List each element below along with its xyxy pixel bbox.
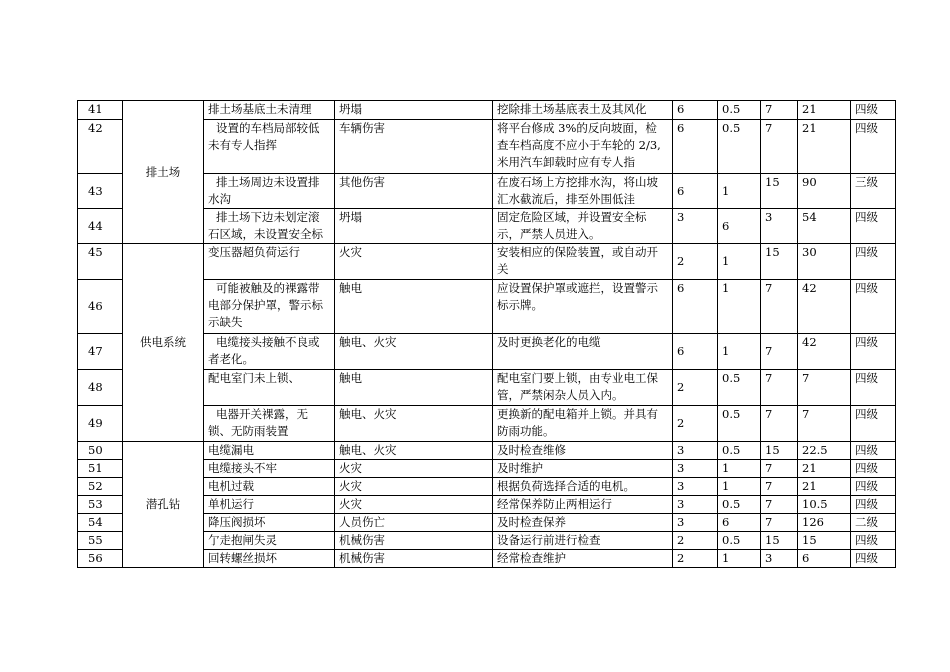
- area-cell: 供电系统: [123, 244, 204, 442]
- row-number: 47: [78, 334, 123, 370]
- accident-cell: 触电: [335, 280, 493, 334]
- accident-cell: 车辆伤害: [335, 120, 493, 174]
- accident-cell: 触电、火灾: [335, 334, 493, 370]
- c-value: 7: [761, 101, 798, 120]
- row-number: 44: [78, 209, 123, 244]
- measure-cell: 及时检查保养: [493, 514, 673, 532]
- measure-cell: 根据负荷选择合适的电机。: [493, 478, 673, 496]
- risk-level: 四级: [851, 101, 896, 120]
- accident-cell: 火灾: [335, 478, 493, 496]
- hazard-cell: 降压阀损坏: [204, 514, 335, 532]
- row-number: 56: [78, 550, 123, 568]
- c-value: 7: [761, 280, 798, 334]
- c-value: 7: [761, 460, 798, 478]
- c-value: 15: [761, 244, 798, 280]
- e-value: 0.5: [718, 532, 761, 550]
- row-number: 54: [78, 514, 123, 532]
- d-value: 42: [798, 334, 851, 370]
- measure-cell: 挖除排土场基底表土及其风化: [493, 101, 673, 120]
- d-value: 90: [798, 174, 851, 209]
- hazard-cell: 电缆漏电: [204, 442, 335, 460]
- row-number: 51: [78, 460, 123, 478]
- measure-cell: 设备运行前进行检查: [493, 532, 673, 550]
- accident-cell: 人员伤亡: [335, 514, 493, 532]
- e-value: 1: [718, 478, 761, 496]
- row-number: 49: [78, 406, 123, 442]
- l-value: 6: [673, 174, 718, 209]
- d-value: 21: [798, 101, 851, 120]
- measure-cell: 固定危险区域，并设置安全标示，严禁人员进入。: [493, 209, 673, 244]
- accident-cell: 坍塌: [335, 209, 493, 244]
- c-value: 7: [761, 406, 798, 442]
- l-value: 3: [673, 496, 718, 514]
- hazard-cell: 电器开关裸露，无锁、无防雨装置: [204, 406, 335, 442]
- measure-cell: 应设置保护罩或遮拦，设置警示标示牌。: [493, 280, 673, 334]
- e-value: 0.5: [718, 406, 761, 442]
- d-value: 10.5: [798, 496, 851, 514]
- risk-level: 三级: [851, 174, 896, 209]
- risk-level: 四级: [851, 370, 896, 406]
- c-value: 3: [761, 209, 798, 244]
- l-value: 6: [673, 120, 718, 174]
- l-value: 2: [673, 550, 718, 568]
- e-value: 1: [718, 244, 761, 280]
- d-value: 42: [798, 280, 851, 334]
- accident-cell: 触电、火灾: [335, 406, 493, 442]
- accident-cell: 坍塌: [335, 101, 493, 120]
- table-row: [78, 442, 896, 460]
- risk-level: 四级: [851, 280, 896, 334]
- l-value: 6: [673, 280, 718, 334]
- hazard-cell: 排土场基底土未清理: [204, 101, 335, 120]
- e-value: 0.5: [718, 120, 761, 174]
- measure-cell: 及时检查维修: [493, 442, 673, 460]
- e-value: 0.5: [718, 101, 761, 120]
- row-number: 41: [78, 101, 123, 120]
- risk-level: 四级: [851, 496, 896, 514]
- e-value: 1: [718, 550, 761, 568]
- risk-level: 四级: [851, 244, 896, 280]
- risk-level: 四级: [851, 406, 896, 442]
- hazard-cell: 配电室门未上锁、: [204, 370, 335, 406]
- accident-cell: 其他伤害: [335, 174, 493, 209]
- hazard-cell: 可能被触及的裸露带电部分保护罩，警示标示缺失: [204, 280, 335, 334]
- area-cell: 潜孔钻: [123, 442, 204, 568]
- e-value: 1: [718, 460, 761, 478]
- c-value: 15: [761, 532, 798, 550]
- hazard-cell: 回转螺丝损坏: [204, 550, 335, 568]
- d-value: 22.5: [798, 442, 851, 460]
- hazard-cell: 排土场下边未划定滚石区域，未设置安全标: [204, 209, 335, 244]
- accident-cell: 火灾: [335, 244, 493, 280]
- measure-cell: 经常保养防止两相运行: [493, 496, 673, 514]
- measure-cell: 将平台修成 3%的反向坡面，检查车档高度不应小于车轮的 2/3,米用汽车卸载时应有专人指: [493, 120, 673, 174]
- d-value: 126: [798, 514, 851, 532]
- c-value: 3: [761, 550, 798, 568]
- e-value: 6: [718, 209, 761, 244]
- e-value: 1: [718, 174, 761, 209]
- risk-assessment-sheet: [77, 100, 896, 568]
- e-value: 1: [718, 334, 761, 370]
- measure-cell: 经常检查维护: [493, 550, 673, 568]
- c-value: 7: [761, 496, 798, 514]
- l-value: 6: [673, 334, 718, 370]
- hazard-cell: 电机过载: [204, 478, 335, 496]
- l-value: 3: [673, 478, 718, 496]
- row-number: 48: [78, 370, 123, 406]
- hazard-table: [77, 100, 896, 568]
- c-value: 15: [761, 174, 798, 209]
- hazard-cell: 电缆接头接触不良或者老化。: [204, 334, 335, 370]
- c-value: 7: [761, 514, 798, 532]
- measure-cell: 在废石场上方挖排水沟，将山坡汇水截流后，排至外围低洼: [493, 174, 673, 209]
- e-value: 0.5: [718, 370, 761, 406]
- row-number: 42: [78, 120, 123, 174]
- l-value: 2: [673, 244, 718, 280]
- hazard-cell: 排土场周边未设置排水沟: [204, 174, 335, 209]
- c-value: 15: [761, 442, 798, 460]
- l-value: 2: [673, 406, 718, 442]
- table-row: [78, 244, 896, 280]
- risk-level: 四级: [851, 209, 896, 244]
- accident-cell: 火灾: [335, 496, 493, 514]
- row-number: 53: [78, 496, 123, 514]
- c-value: 7: [761, 478, 798, 496]
- risk-level: 二级: [851, 514, 896, 532]
- l-value: 3: [673, 460, 718, 478]
- hazard-cell: 变压器超负荷运行: [204, 244, 335, 280]
- accident-cell: 触电、火灾: [335, 442, 493, 460]
- d-value: 54: [798, 209, 851, 244]
- l-value: 6: [673, 101, 718, 120]
- e-value: 0.5: [718, 496, 761, 514]
- risk-level: 四级: [851, 442, 896, 460]
- c-value: 7: [761, 120, 798, 174]
- d-value: 15: [798, 532, 851, 550]
- e-value: 6: [718, 514, 761, 532]
- measure-cell: 配电室门要上锁，由专业电工保管，严禁闲杂人员入内。: [493, 370, 673, 406]
- measure-cell: 安装相应的保险装置，或自动开关: [493, 244, 673, 280]
- d-value: 30: [798, 244, 851, 280]
- row-number: 50: [78, 442, 123, 460]
- risk-level: 四级: [851, 334, 896, 370]
- risk-level: 四级: [851, 120, 896, 174]
- risk-level: 四级: [851, 550, 896, 568]
- area-cell: 排土场: [123, 101, 204, 244]
- d-value: 7: [798, 370, 851, 406]
- d-value: 21: [798, 460, 851, 478]
- e-value: 0.5: [718, 442, 761, 460]
- measure-cell: 及时更换老化的电缆: [493, 334, 673, 370]
- row-number: 45: [78, 244, 123, 280]
- l-value: 2: [673, 370, 718, 406]
- accident-cell: 火灾: [335, 460, 493, 478]
- risk-level: 四级: [851, 478, 896, 496]
- measure-cell: 及时维护: [493, 460, 673, 478]
- hazard-cell: 电缆接头不牢: [204, 460, 335, 478]
- d-value: 21: [798, 478, 851, 496]
- l-value: 2: [673, 532, 718, 550]
- accident-cell: 机械伤害: [335, 532, 493, 550]
- l-value: 3: [673, 514, 718, 532]
- d-value: 6: [798, 550, 851, 568]
- hazard-cell: 设置的车档局部较低未有专人指挥: [204, 120, 335, 174]
- row-number: 52: [78, 478, 123, 496]
- c-value: 7: [761, 334, 798, 370]
- e-value: 1: [718, 280, 761, 334]
- measure-cell: 更换新的配电箱并上锁。并具有防雨功能。: [493, 406, 673, 442]
- row-number: 43: [78, 174, 123, 209]
- table-row: [78, 101, 896, 120]
- accident-cell: 触电: [335, 370, 493, 406]
- accident-cell: 机械伤害: [335, 550, 493, 568]
- d-value: 7: [798, 406, 851, 442]
- hazard-cell: 单机运行: [204, 496, 335, 514]
- risk-level: 四级: [851, 532, 896, 550]
- d-value: 21: [798, 120, 851, 174]
- l-value: 3: [673, 442, 718, 460]
- c-value: 7: [761, 370, 798, 406]
- row-number: 55: [78, 532, 123, 550]
- hazard-cell: 亇走抱闸失灵: [204, 532, 335, 550]
- l-value: 3: [673, 209, 718, 244]
- row-number: 46: [78, 280, 123, 334]
- risk-level: 四级: [851, 460, 896, 478]
